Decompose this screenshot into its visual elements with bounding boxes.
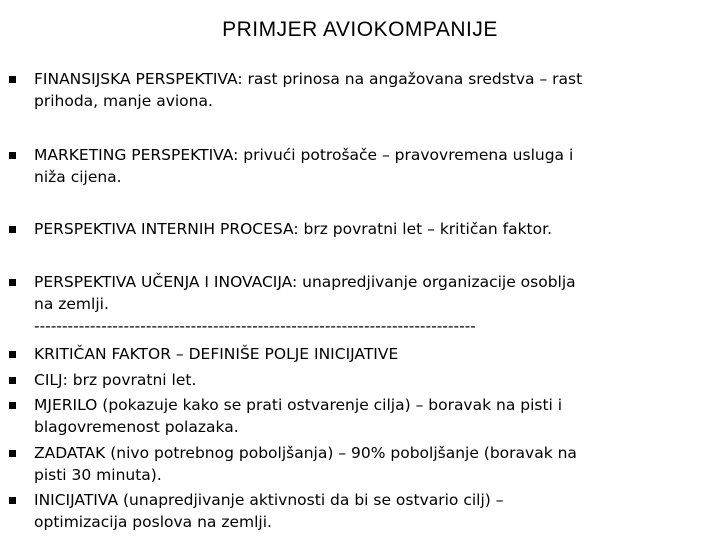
bullet-icon <box>9 279 16 286</box>
bullet-icon <box>9 152 16 159</box>
list-item-text: CILJ: brz povratni let. <box>34 371 197 389</box>
bullet-icon <box>9 497 16 504</box>
bullet-icon <box>9 450 16 457</box>
separator-line: ------------------------------------------------------------------------------- <box>34 317 476 335</box>
list-item-text: KRITIČAN FAKTOR – DEFINIŠE POLJE INICIJATIVE <box>34 345 399 363</box>
list-item-text: INICIJATIVA (unapredjivanje aktivnosti da bi se ostvario cilj) – optimizacija poslova na zemlji. <box>34 491 504 531</box>
bullet-icon <box>9 226 16 233</box>
list-item-text: MARKETING PERSPEKTIVA: privući potrošače – pravovremena usluga i niža cijena. <box>34 146 574 186</box>
list-item-text: PERSPEKTIVA UČENJA I INOVACIJA: unapredjivanje organizacije osoblja na zemlji. <box>34 273 576 313</box>
list-item-text: PERSPEKTIVA INTERNIH PROCESA: brz povratni let – kritičan faktor. <box>34 220 552 238</box>
slide-title: PRIMJER AVIOKOMPANIJE <box>222 18 498 41</box>
bullet-icon <box>9 76 16 83</box>
bullet-icon <box>9 351 16 358</box>
bullet-icon <box>9 377 16 384</box>
list-item-text: FINANSIJSKA PERSPEKTIVA: rast prinosa na angažovana sredstva – rast prihoda, manje aviona. <box>34 70 583 110</box>
list-item-text: ZADATAK (nivo potrebnog poboljšanja) – 90% poboljšanje (boravak na pisti 30 minuta). <box>34 444 577 484</box>
bullet-icon <box>9 402 16 409</box>
list-item-text: MJERILO (pokazuje kako se prati ostvarenje cilja) – boravak na pisti i blagovremenost polazaka. <box>34 396 563 436</box>
